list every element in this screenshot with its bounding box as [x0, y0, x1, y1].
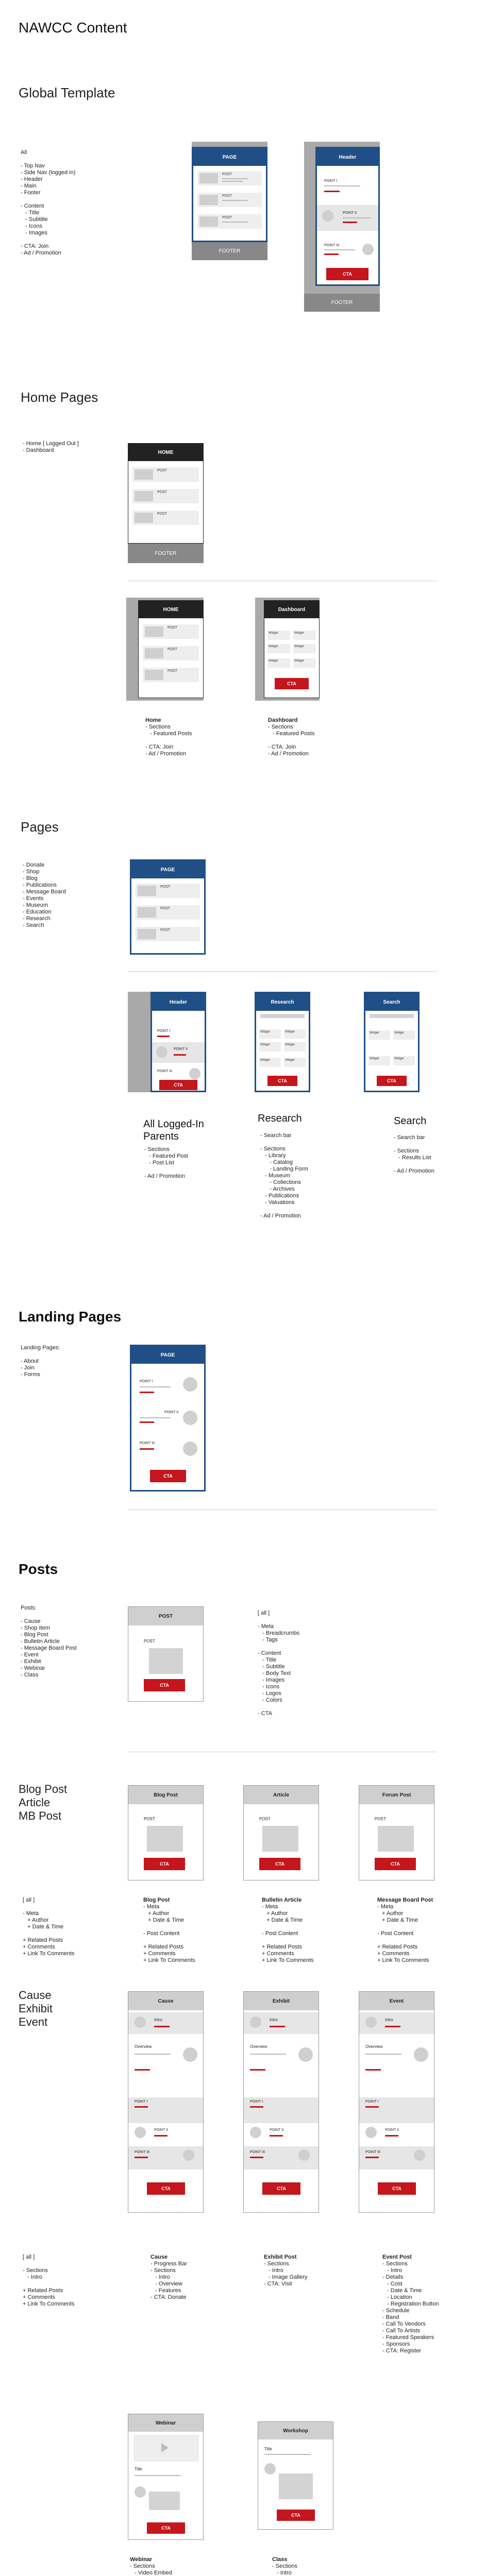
wire-dashboard	[264, 600, 320, 698]
caption-research: - Search bar - Sections - Library - Catalog - Landing Form - Museum - Collections - Archives - Publications - Valuations - Ad / Promotion	[260, 1132, 308, 1219]
section-blog-group: Blog Post Article MB Post	[19, 1783, 68, 1822]
section-global: Global Template	[19, 85, 115, 100]
caption-body: - Sections - Intro - Image Gallery - CTA: Visit	[264, 2261, 308, 2287]
caption-class	[272, 2556, 333, 2576]
caption-title: Exhibit Post	[264, 2254, 297, 2260]
wire-post-label: POST	[157, 490, 167, 494]
wire-post-label: POST	[144, 1817, 155, 1821]
wire-header: Article	[244, 1786, 319, 1804]
wire-page	[315, 147, 380, 286]
wire-widget: Widget	[293, 658, 316, 668]
wire-parent	[150, 992, 206, 1092]
caption-body: - Sections - Video Embed	[130, 2563, 172, 2576]
wire-post-label: POST	[167, 648, 178, 651]
wire-cta: CTA	[377, 1076, 407, 1086]
wire-widget: Widget	[267, 644, 290, 653]
caption-body: - Meta + Author + Date & Time - Post Content + Related Posts + Comments + Link To Comments	[143, 1904, 195, 1963]
wire-cta: CTA	[262, 2182, 300, 2195]
wire-page	[130, 859, 206, 955]
wire-intro: Intro	[154, 2018, 163, 2022]
wire-point: POINT II	[174, 1047, 188, 1051]
wire-overview: Overview	[250, 2044, 267, 2049]
caption-search-title: Search	[394, 1115, 427, 1127]
caption-title: Home	[145, 717, 161, 723]
caption-body: - Sections - Intro - Details - Cost - Date & Time - Location - Registration Button - Schedule - Band - Call To Vendors - Call To Artists - Featured Speakers - Sponsors - CTA: Register	[382, 2261, 439, 2354]
wire-cta: CTA	[147, 2182, 185, 2195]
wire-cta: CTA	[159, 1080, 197, 1090]
wire-point: POINT I	[324, 179, 338, 183]
wire-point: POINT III	[324, 244, 340, 247]
wire-widget: Widget	[284, 1029, 306, 1039]
caption-body: - Sections - Intro	[272, 2563, 297, 2576]
caption-title: Webinar	[130, 2556, 153, 2563]
wire-post-label: POST	[222, 216, 232, 219]
wire-point: POINT I	[157, 1029, 171, 1033]
wire-research	[255, 992, 310, 1092]
wire-cta: CTA	[259, 1858, 300, 1870]
caption-title: Bulletin Article	[262, 1897, 302, 1903]
wire-overview: Overview	[135, 2044, 152, 2049]
wire-post-label: POST	[157, 512, 167, 516]
wire-post-page	[128, 1606, 204, 1702]
wire-point: POINT II	[270, 2128, 284, 2132]
section-home: Home Pages	[21, 389, 98, 405]
wire-widget: Widget	[259, 1029, 281, 1039]
wire-widget: Widget	[284, 1058, 306, 1067]
wire-cta: CTA	[378, 2182, 416, 2195]
wire-search	[364, 992, 420, 1092]
wire-point: POINT III	[157, 1070, 173, 1073]
wire-header: Webinar	[128, 2414, 203, 2432]
wire-header: HOME	[139, 601, 203, 618]
wire-header: Exhibit	[244, 1992, 319, 2010]
wire-footer: FOOTER	[304, 294, 380, 312]
wire-cta: CTA	[147, 2522, 185, 2534]
wire-header: Header	[317, 148, 378, 166]
pages-notes: - Donate - Shop - Blog - Publications - Message Board - Events - Museum - Education - Research - Search	[23, 862, 66, 928]
caption-home	[145, 717, 192, 757]
blog-all-notes: [ all ] - Meta + Author + Date & Time + Related Posts + Comments + Link To Comments	[23, 1897, 75, 1957]
section-landing: Landing Pages	[19, 1309, 122, 1325]
wire-header: Cause	[128, 1992, 203, 2010]
caption-exhibit	[264, 2254, 307, 2287]
caption-body: - Progress Bar - Sections - Intro - Overview - Features - CTA: Donate	[150, 2261, 187, 2300]
wire-widget: Widget	[293, 631, 316, 640]
wire-forum	[359, 1785, 434, 1880]
wire-post	[197, 193, 262, 207]
wire-header: Dashboard	[264, 601, 319, 618]
wire-header: PAGE	[131, 1346, 204, 1364]
wire-page	[192, 147, 267, 242]
caption-title: Class	[272, 2556, 288, 2563]
wire-exhibit	[243, 1991, 319, 2213]
caption-title: Message Board Post	[377, 1897, 433, 1903]
wire-intro: Intro	[270, 2018, 278, 2022]
wire-cta: CTA	[277, 2510, 315, 2521]
wire-header: Header	[152, 993, 205, 1011]
wire-article	[243, 1785, 319, 1880]
caption-dashboard	[268, 717, 314, 757]
wire-post-label: POST	[157, 469, 167, 472]
wire-post-label: POST	[259, 1817, 271, 1821]
wire-point: POINT III	[135, 2150, 150, 2154]
wire-widget: Widget	[293, 644, 316, 653]
wire-post-label: POST	[167, 669, 178, 673]
wire-post	[197, 171, 262, 185]
caption-mbpost	[377, 1897, 433, 1964]
wire-point: POINT III	[140, 1442, 155, 1445]
page-title: NAWCC Content	[19, 20, 127, 36]
section-posts: Posts	[19, 1561, 58, 1577]
wire-cta: CTA	[375, 1858, 416, 1870]
wire-header: Forum Post	[359, 1786, 434, 1804]
wire-header: Search	[365, 993, 418, 1011]
caption-body: - Meta + Author + Date & Time - Post Content + Related Posts + Comments + Link To Comments	[377, 1904, 429, 1963]
wire-point: POINT I	[135, 2100, 148, 2104]
wire-cta: CTA	[326, 268, 368, 280]
caption-parents-title: All Logged-In Parents	[143, 1118, 204, 1142]
wire-widget: Widget	[259, 1042, 281, 1052]
wire-overview: Overview	[365, 2044, 383, 2049]
caption-search: - Search bar - Sections - Results List - Ad / Promotion	[394, 1134, 434, 1174]
home-notes: - Home [ Logged Out ] - Dashboard	[23, 440, 79, 453]
caption-body: - Meta + Author + Date & Time - Post Content + Related Posts + Comments + Link To Comments	[262, 1904, 314, 1963]
wire-post-label: POST	[160, 928, 171, 932]
caption-title: Blog Post	[143, 1897, 170, 1903]
wire-post-label: POST	[222, 194, 232, 198]
wire-point: POINT II	[154, 2128, 169, 2132]
wire-point: POINT III	[365, 2150, 381, 2154]
wire-home	[128, 443, 204, 544]
wire-header: POST	[128, 1607, 203, 1625]
wire-cta: CTA	[275, 678, 309, 689]
caption-body: - Sections - Featured Posts - CTA: Join - Ad / Promotion	[145, 724, 192, 757]
caption-parents: - Sections - Featured Post - Post List - Ad / Promotion	[144, 1146, 188, 1179]
wire-header: PAGE	[131, 861, 204, 878]
wire-cta: CTA	[144, 1679, 185, 1691]
caption-event	[382, 2254, 439, 2354]
caption-bulletin	[262, 1897, 313, 1964]
caption-blog	[143, 1897, 195, 1964]
cause-all-notes: [ all ] - Sections - Intro + Related Posts + Comments + Link To Comments	[23, 2254, 75, 2307]
wire-cause	[128, 1991, 204, 2213]
posts-all-notes: [ all ] - Meta - Breadcrumbs - Tags - Content - Title - Subtitle - Body Text - Images - Icons - Logos - Colors - CTA	[258, 1610, 300, 1717]
wire-landing	[130, 1345, 206, 1492]
wire-point: POINT I	[365, 2100, 379, 2104]
wire-widget: Widget	[368, 1030, 390, 1040]
play-icon	[161, 2443, 169, 2452]
wire-post-label: POST	[144, 1639, 155, 1643]
wire-widget: Widget	[267, 658, 290, 668]
wire-title: Title	[264, 2447, 272, 2451]
wire-title: Title	[135, 2467, 142, 2471]
wire-point: POINT III	[250, 2150, 265, 2154]
wire-widget: Widget	[284, 1042, 306, 1052]
wire-point: POINT I	[250, 2100, 263, 2104]
wire-webinar	[128, 2414, 204, 2540]
wire-widget: Widget	[259, 1058, 281, 1067]
wire-header: Research	[256, 993, 309, 1011]
wire-header: Workshop	[258, 2422, 333, 2439]
wire-point: POINT I	[140, 1380, 153, 1383]
wire-home	[138, 600, 204, 698]
caption-title: Event Post	[382, 2254, 412, 2260]
posts-notes: Posts: - Cause - Shop Item - Blog Post - Bulletin Article - Message Board Post - Event - Exhibit - Webinar - Class	[21, 1605, 77, 1678]
caption-webinar	[130, 2556, 179, 2576]
caption-title: Cause	[150, 2254, 168, 2260]
global-notes: All - Top Nav - Side Nav (logged in) - Header - Main - Footer - Content - Title - Subtitle - Icons - Images - CTA: Join - Ad / Promotion	[21, 149, 76, 256]
wire-workshop	[258, 2421, 333, 2530]
wire-cta: CTA	[144, 1858, 185, 1870]
section-pages: Pages	[21, 819, 59, 835]
wire-widget: Widget	[267, 631, 290, 640]
caption-title: Dashboard	[268, 717, 298, 723]
wire-post-label: POST	[160, 885, 171, 889]
wire-event	[359, 1991, 434, 2213]
caption-body: - Sections - Featured Posts - CTA: Join - Ad / Promotion	[268, 724, 315, 757]
caption-research-title: Research	[258, 1113, 302, 1124]
wire-footer: FOOTER	[192, 242, 267, 260]
wire-header: HOME	[128, 444, 203, 461]
wire-post-label: POST	[167, 626, 178, 630]
wire-header: Blog Post	[128, 1786, 203, 1804]
wire-widget: Widget	[393, 1030, 415, 1040]
wire-blog	[128, 1785, 204, 1880]
wire-post-label: POST	[160, 907, 171, 910]
wire-header: Event	[359, 1992, 434, 2010]
caption-cause	[150, 2254, 187, 2301]
wire-cta: CTA	[267, 1076, 297, 1086]
wire-header: PAGE	[193, 148, 266, 166]
wire-point: POINT II	[343, 211, 357, 215]
wire-point: POINT II	[164, 1411, 179, 1414]
wire-footer: FOOTER	[128, 544, 204, 563]
wire-point: POINT II	[385, 2128, 399, 2132]
wire-cta: CTA	[150, 1470, 186, 1482]
wire-widget: Widget	[393, 1056, 415, 1065]
wire-post	[197, 214, 262, 229]
wire-intro: Intro	[385, 2018, 394, 2022]
wire-post-label: POST	[375, 1817, 386, 1821]
landing-notes: Landing Pages: - About - Join - Forms	[21, 1345, 60, 1378]
divider	[128, 971, 437, 972]
section-cause-group: Cause Exhibit Event	[19, 1989, 53, 2028]
wire-widget: Widget	[368, 1056, 390, 1065]
wire-post-label: POST	[222, 173, 232, 176]
